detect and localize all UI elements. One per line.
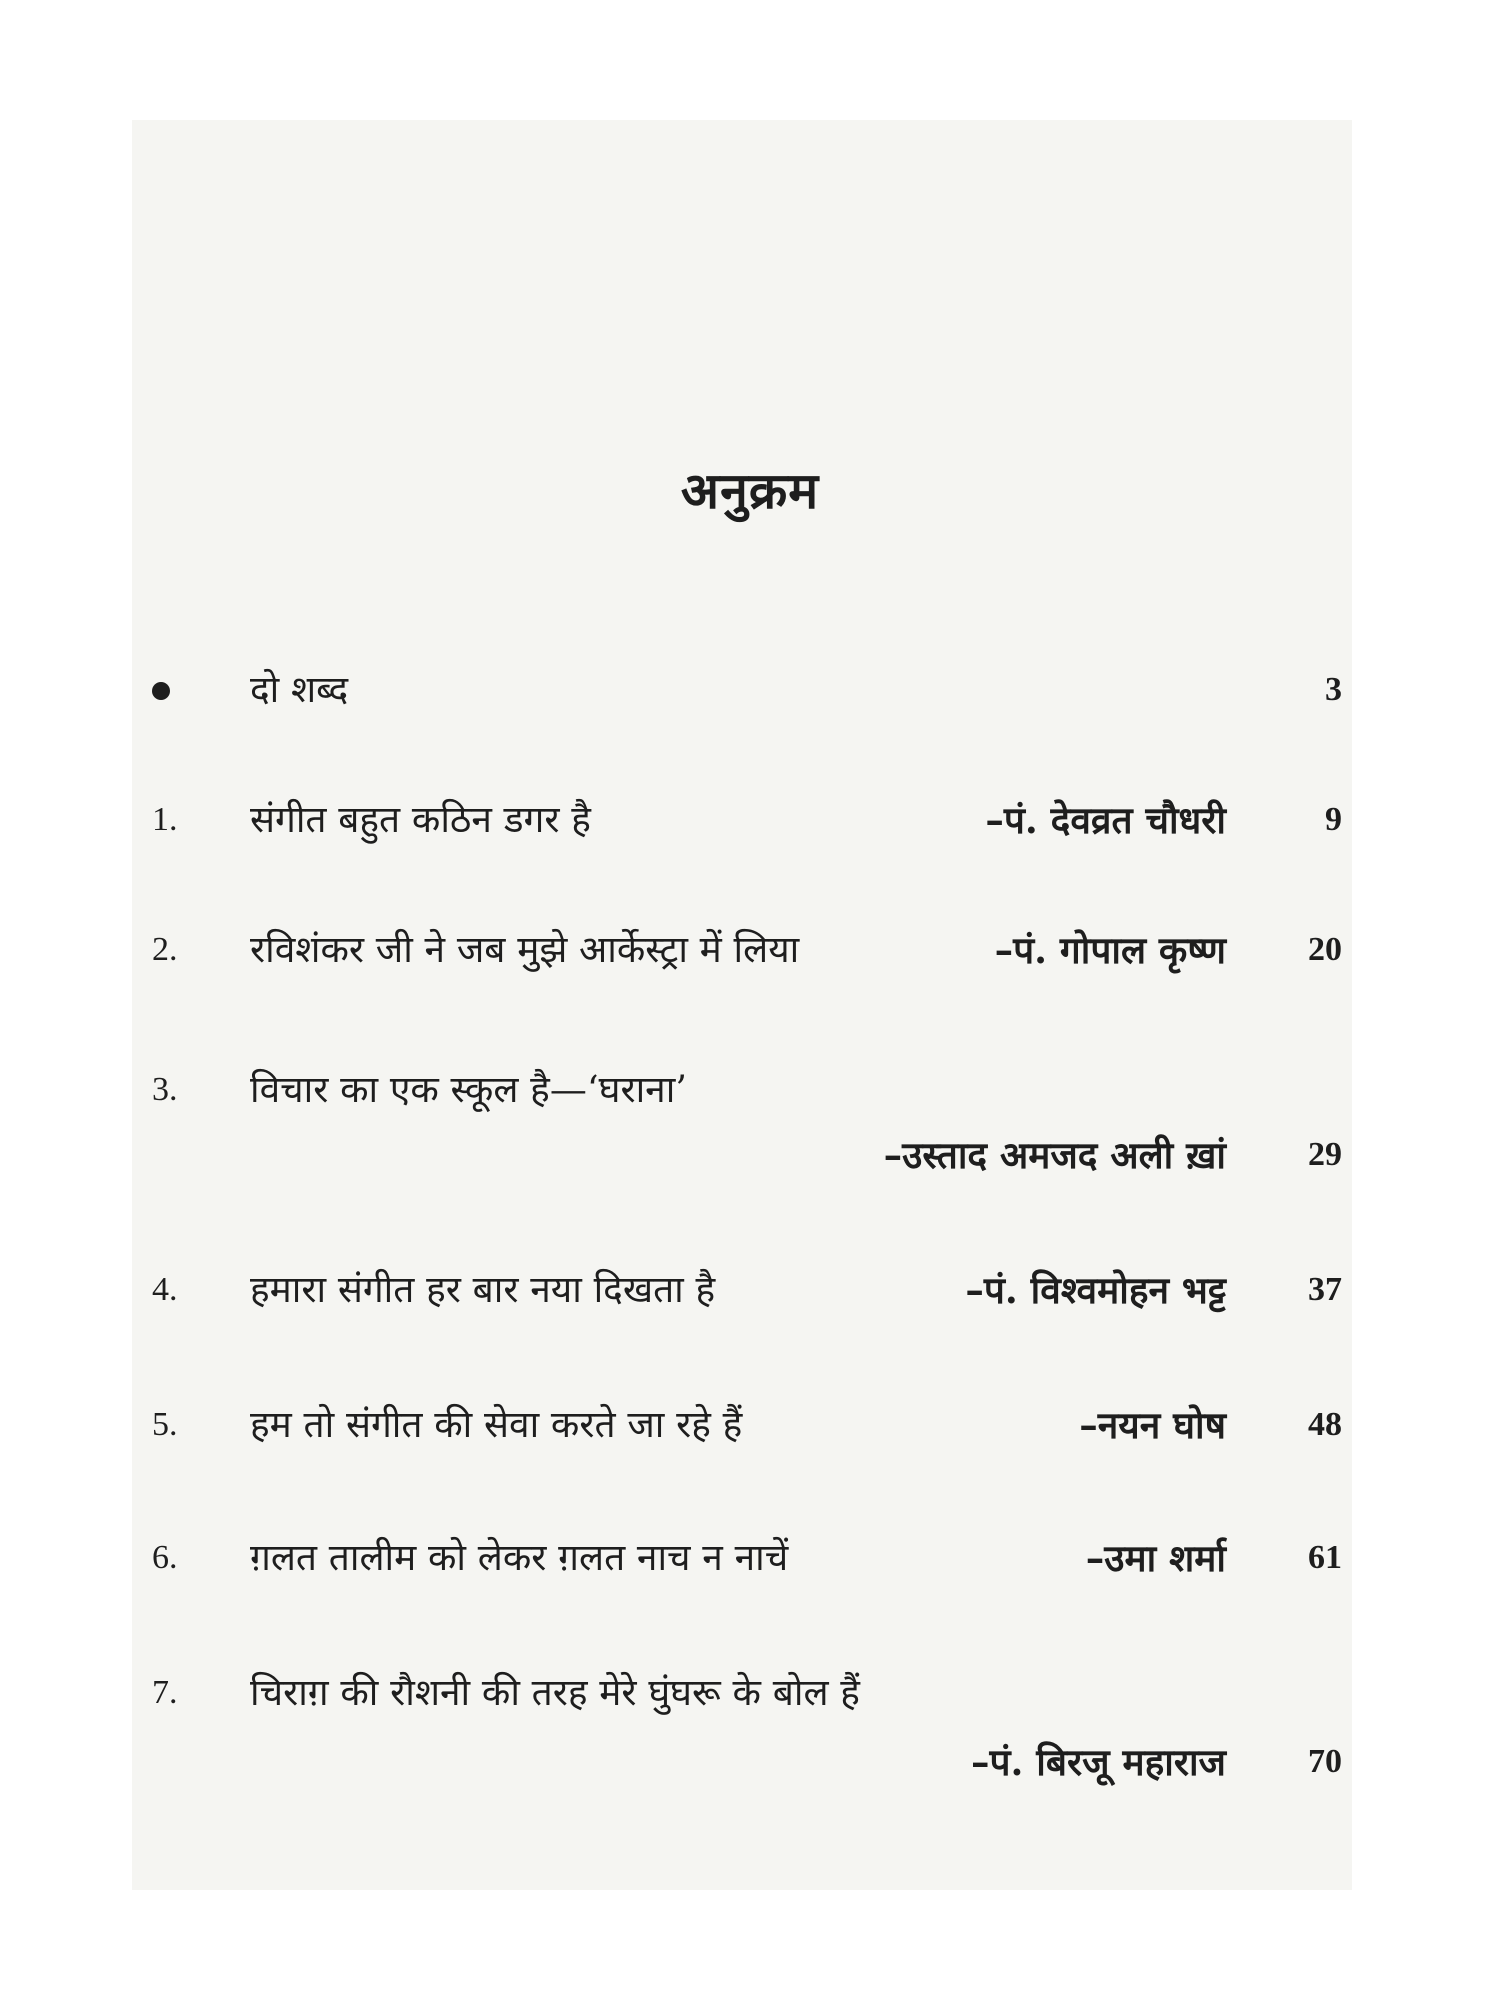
toc-author: –पं. विश्वमोहन भट्ट bbox=[965, 1268, 1226, 1312]
toc-row-6 bbox=[0, 1528, 1500, 1588]
toc-number: 3. bbox=[152, 1071, 178, 1108]
toc-title: हम तो संगीत की सेवा करते जा रहे हैं bbox=[250, 1403, 743, 1446]
toc-title: हमारा संगीत हर बार नया दिखता है bbox=[250, 1268, 716, 1311]
toc-author: –उमा शर्मा bbox=[1085, 1536, 1226, 1580]
toc-title: रविशंकर जी ने जब मुझे आर्केस्ट्रा में लिया bbox=[250, 928, 800, 971]
toc-page-number: 3 bbox=[1325, 671, 1342, 708]
toc-row-4 bbox=[0, 1260, 1500, 1320]
toc-page-number: 20 bbox=[1308, 931, 1342, 968]
toc-title: दो शब्द bbox=[250, 668, 349, 711]
toc-number: 1. bbox=[152, 801, 178, 838]
toc-row-7-author-line bbox=[0, 1732, 1500, 1792]
toc-page-number: 48 bbox=[1308, 1406, 1342, 1443]
toc-author: –उस्ताद अमजद अली ख़ां bbox=[883, 1133, 1226, 1177]
toc-title: ग़लत तालीम को लेकर ग़लत नाच न नाचें bbox=[250, 1536, 789, 1579]
toc-page-number: 61 bbox=[1308, 1539, 1342, 1576]
toc-number: 4. bbox=[152, 1271, 178, 1308]
toc-number: 5. bbox=[152, 1406, 178, 1443]
toc-title: संगीत बहुत कठिन डगर है bbox=[250, 798, 591, 841]
toc-number: 7. bbox=[152, 1674, 178, 1711]
toc-author: –पं. देवव्रत चौधरी bbox=[985, 798, 1226, 842]
toc-author: –पं. बिरजू महाराज bbox=[971, 1740, 1226, 1784]
page-title: अनुक्रम bbox=[680, 461, 820, 520]
book-page bbox=[132, 120, 1352, 1890]
toc-number: 2. bbox=[152, 931, 178, 968]
toc-row-7 bbox=[0, 1663, 1500, 1723]
toc-row-5 bbox=[0, 1395, 1500, 1455]
bullet-icon bbox=[152, 682, 170, 700]
toc-row-intro bbox=[0, 660, 1500, 720]
toc-author: –पं. गोपाल कृष्ण bbox=[994, 928, 1226, 972]
toc-row-3-author-line bbox=[0, 1125, 1500, 1185]
toc-row-2 bbox=[0, 920, 1500, 980]
toc-title: विचार का एक स्कूल है—‘घराना’ bbox=[250, 1068, 688, 1111]
toc-number: 6. bbox=[152, 1539, 178, 1576]
toc-title: चिराग़ की रौशनी की तरह मेरे घुंघरू के बोल हैं bbox=[250, 1671, 860, 1714]
toc-page-number: 37 bbox=[1308, 1271, 1342, 1308]
toc-page-number: 70 bbox=[1308, 1743, 1342, 1780]
toc-page-number: 29 bbox=[1308, 1136, 1342, 1173]
toc-row-1 bbox=[0, 790, 1500, 850]
toc-author: –नयन घोष bbox=[1079, 1403, 1226, 1447]
toc-page-number: 9 bbox=[1325, 801, 1342, 838]
toc-row-3 bbox=[0, 1060, 1500, 1120]
